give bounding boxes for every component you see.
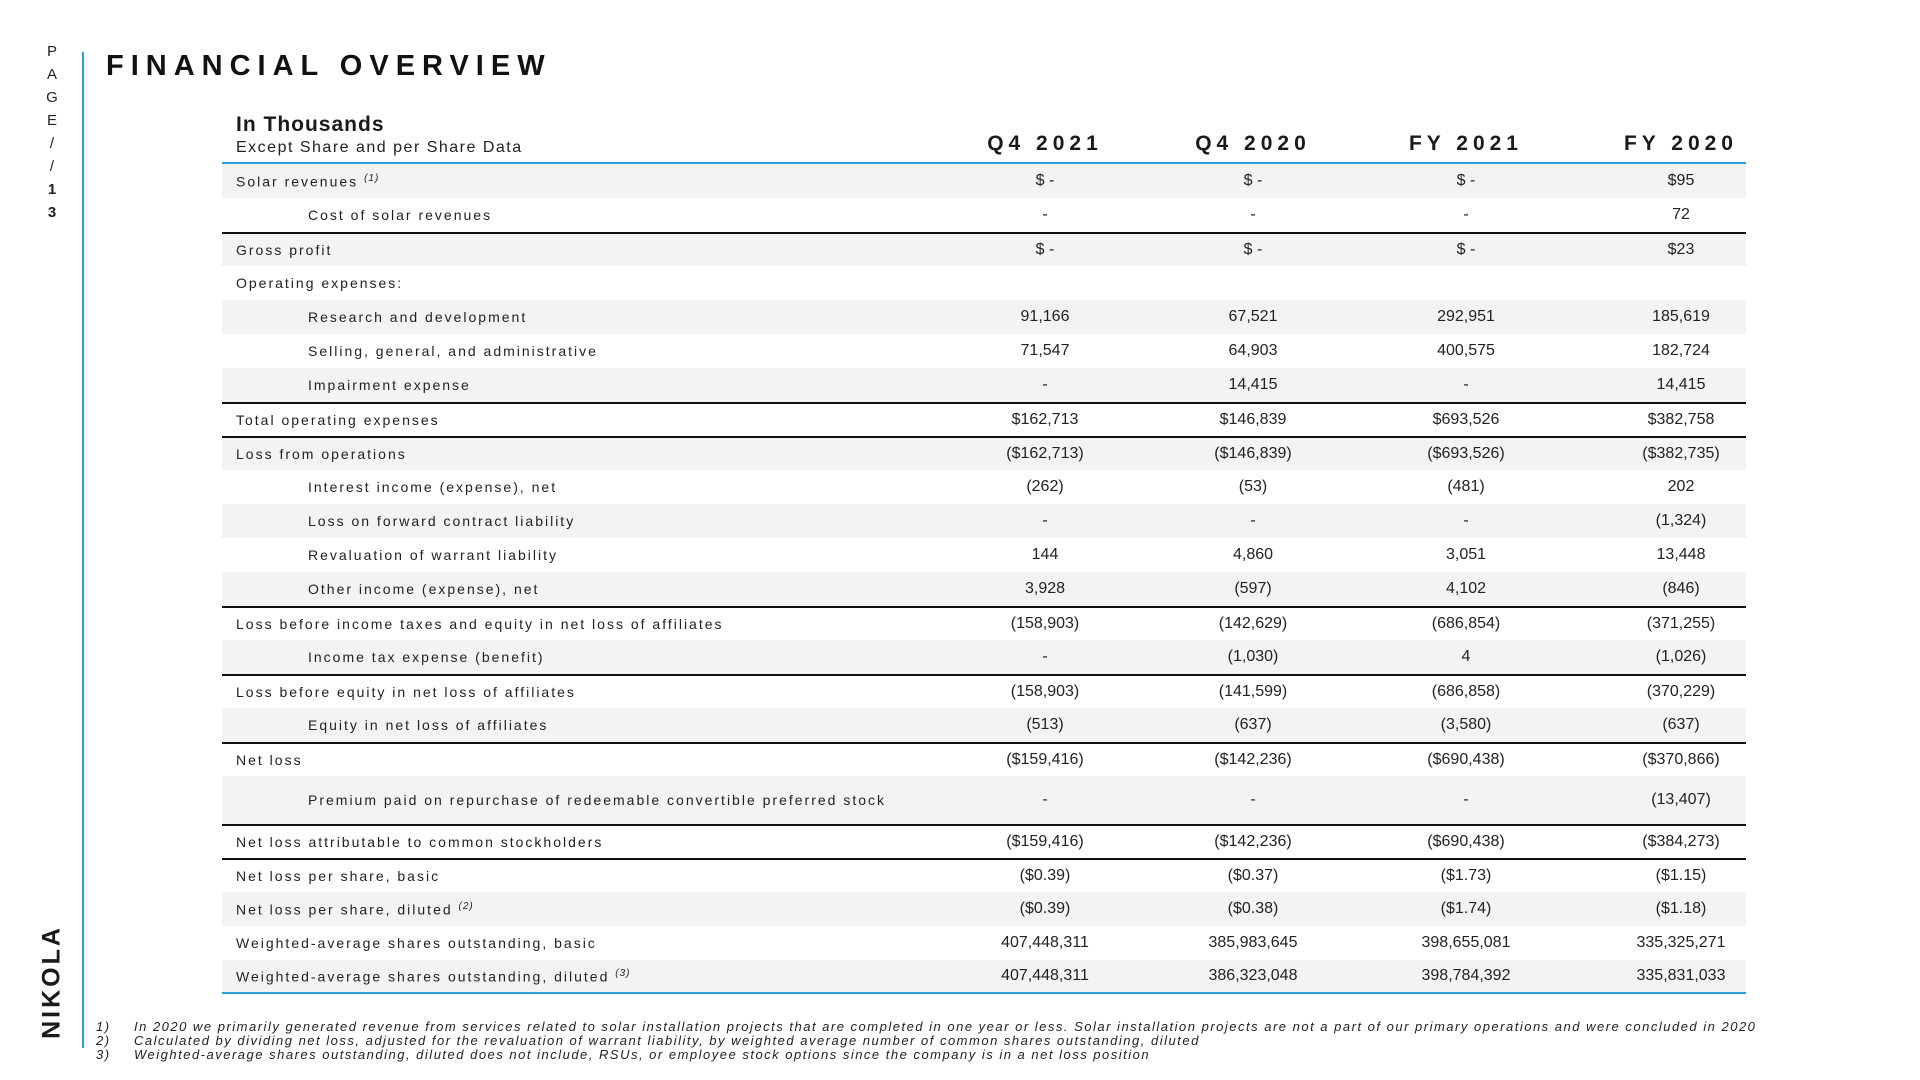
table-row	[222, 436, 1746, 470]
cell: 182,724	[1652, 342, 1710, 359]
footnote-ref: (1)	[364, 172, 380, 184]
footnote-number: 3)	[96, 1047, 111, 1062]
cell: (637)	[1662, 716, 1700, 733]
page-label-char: /	[49, 135, 55, 152]
cell: 67,521	[1228, 308, 1278, 325]
cell: (53)	[1238, 478, 1268, 495]
row-label: Operating expenses:	[236, 275, 404, 291]
footnote	[96, 1048, 1756, 1062]
cell: -	[1250, 206, 1256, 223]
row-label: Research and development	[308, 309, 528, 325]
cell: ($382,735)	[1642, 445, 1720, 462]
cell: $ -	[1456, 241, 1476, 258]
cell: (3,580)	[1440, 716, 1492, 733]
cell: ($159,416)	[1006, 751, 1084, 768]
cell: 144	[1031, 546, 1059, 563]
cell: ($370,866)	[1642, 751, 1720, 768]
row-label-text: Solar revenues	[236, 173, 359, 190]
cell: (158,903)	[1010, 683, 1080, 700]
cell: -	[1250, 791, 1256, 808]
cell: 91,166	[1020, 308, 1070, 325]
cell: ($690,438)	[1427, 833, 1505, 850]
row-label	[222, 901, 941, 918]
cell: ($142,236)	[1214, 833, 1292, 850]
cell: (637)	[1234, 716, 1272, 733]
page-label-char: 1	[47, 181, 57, 198]
cell: 64,903	[1228, 342, 1278, 359]
cell: (262)	[1026, 478, 1064, 495]
cell: 14,415	[1228, 376, 1278, 393]
table-row	[222, 368, 1746, 402]
footnote	[96, 1020, 1756, 1034]
cell: (686,854)	[1431, 615, 1501, 632]
cell: $693,526	[1432, 411, 1500, 428]
cell: 400,575	[1437, 342, 1495, 359]
page-title: FINANCIAL OVERVIEW	[106, 50, 552, 82]
table-row	[222, 892, 1746, 926]
page-label-char: A	[46, 66, 57, 83]
row-label: Gross profit	[236, 242, 333, 258]
nikola-logo	[37, 924, 66, 1040]
cell: ($146,839)	[1214, 445, 1292, 462]
cell: (846)	[1662, 580, 1700, 597]
footnote-ref: (3)	[615, 967, 631, 979]
cell: ($159,416)	[1006, 833, 1084, 850]
cell: ($690,438)	[1427, 751, 1505, 768]
cell: 4,860	[1232, 546, 1274, 563]
cell: 202	[1667, 478, 1695, 495]
logo-text: NIKOLA	[37, 925, 66, 1039]
cell: ($0.39)	[1019, 867, 1071, 884]
cell: -	[1042, 206, 1048, 223]
cell: 13,448	[1656, 546, 1706, 563]
cell: $ -	[1243, 172, 1263, 189]
cell: (141,599)	[1218, 683, 1288, 700]
cell: (371,255)	[1646, 615, 1716, 632]
cell: (13,407)	[1651, 791, 1711, 808]
footnote-number: 2)	[96, 1033, 111, 1048]
table-row	[222, 538, 1746, 572]
row-label	[222, 968, 941, 985]
table-row	[222, 926, 1746, 960]
cell: ($1.18)	[1655, 900, 1707, 917]
cell: 3,928	[1024, 580, 1066, 597]
row-label: Revaluation of warrant liability	[308, 547, 558, 563]
cell: (158,903)	[1010, 615, 1080, 632]
row-label: Net loss	[236, 752, 303, 768]
table-row	[222, 824, 1746, 858]
row-label-text: Weighted-average shares outstanding, diluted	[236, 968, 610, 985]
table-row	[222, 742, 1746, 776]
table-row	[222, 402, 1746, 436]
cell: 407,448,311	[1001, 934, 1089, 951]
cell: $95	[1667, 172, 1695, 189]
row-label: Selling, general, and administrative	[308, 343, 598, 359]
row-label: Loss from operations	[236, 446, 407, 462]
cell: ($1.73)	[1440, 867, 1492, 884]
cell: (513)	[1026, 716, 1064, 733]
cell: (1,324)	[1655, 512, 1707, 529]
table-row	[222, 674, 1746, 708]
row-label: Total operating expenses	[236, 412, 440, 428]
table-row	[222, 640, 1746, 674]
financial-table	[222, 112, 1746, 994]
row-label: Net loss per share, basic	[236, 868, 441, 884]
column-header-q4-2021: Q4 2021	[987, 132, 1103, 155]
cell: $162,713	[1011, 411, 1079, 428]
cell: ($0.38)	[1227, 900, 1279, 917]
table-row	[222, 334, 1746, 368]
table-row	[222, 504, 1746, 538]
cell: ($384,273)	[1642, 833, 1720, 850]
cell: 398,784,392	[1421, 967, 1511, 984]
header-sub: Except Share and per Share Data	[236, 139, 523, 156]
cell: $23	[1667, 241, 1695, 258]
row-label: Loss on forward contract liability	[308, 513, 576, 529]
page-label-char: E	[46, 112, 57, 129]
cell: 385,983,645	[1208, 934, 1298, 951]
cell: ($0.39)	[1019, 900, 1071, 917]
cell: ($0.37)	[1227, 867, 1279, 884]
cell: 335,325,271	[1636, 934, 1726, 951]
row-label: Net loss attributable to common stockholders	[236, 834, 604, 850]
table-header	[222, 112, 1746, 164]
row-label: Premium paid on repurchase of redeemable convertible preferred stock	[308, 791, 887, 808]
cell: 4,102	[1445, 580, 1487, 597]
row-label: Income tax expense (benefit)	[308, 649, 545, 665]
cell: ($1.15)	[1655, 867, 1707, 884]
cell: -	[1463, 791, 1469, 808]
cell: 14,415	[1656, 376, 1706, 393]
footnote-text: Weighted-average shares outstanding, diluted does not include, RSUs, or employee stock options since the company is in a net loss position	[134, 1047, 1151, 1062]
cell: 72	[1672, 206, 1690, 223]
footnote-text: Calculated by dividing net loss, adjusted for the revaluation of warrant liability, by weighted average number of common shares outstanding, diluted	[134, 1033, 1200, 1048]
cell: $ -	[1243, 241, 1263, 258]
footnotes	[96, 1020, 1756, 1062]
page-label-char: P	[46, 43, 57, 60]
table-row	[222, 858, 1746, 892]
table-row	[222, 708, 1746, 742]
cell: -	[1042, 648, 1048, 665]
cell: (481)	[1447, 478, 1485, 495]
column-header-fy-2021: FY 2021	[1408, 132, 1523, 155]
cell: 71,547	[1020, 342, 1070, 359]
cell: (597)	[1234, 580, 1272, 597]
footnote-ref: (2)	[458, 900, 474, 912]
row-label: Weighted-average shares outstanding, basic	[236, 935, 597, 951]
row-label: Loss before equity in net loss of affiliates	[236, 684, 576, 700]
table-row	[222, 572, 1746, 606]
cell: ($162,713)	[1006, 445, 1084, 462]
cell: $382,758	[1647, 411, 1715, 428]
cell: 335,831,033	[1636, 967, 1726, 984]
row-label: Equity in net loss of affiliates	[308, 717, 549, 733]
table-header-label	[222, 113, 941, 162]
table-row	[222, 300, 1746, 334]
cell: (370,229)	[1646, 683, 1716, 700]
cell: $ -	[1456, 172, 1476, 189]
table-row	[222, 606, 1746, 640]
cell: -	[1250, 512, 1256, 529]
footnote	[96, 1034, 1756, 1048]
cell: -	[1042, 512, 1048, 529]
cell: ($142,236)	[1214, 751, 1292, 768]
table-row	[222, 164, 1746, 198]
table-row	[222, 266, 1746, 300]
header-main: In Thousands	[236, 113, 385, 136]
cell: (1,026)	[1655, 648, 1707, 665]
cell: -	[1463, 512, 1469, 529]
table-row	[222, 776, 1746, 824]
page-label-char: 3	[47, 204, 57, 221]
cell: 386,323,048	[1208, 967, 1298, 984]
row-label: Loss before income taxes and equity in net loss of affiliates	[236, 616, 724, 632]
page-label-char: /	[49, 158, 55, 175]
cell: $ -	[1035, 172, 1055, 189]
cell: (142,629)	[1218, 615, 1288, 632]
cell: ($693,526)	[1427, 445, 1505, 462]
table-row	[222, 232, 1746, 266]
row-label: Cost of solar revenues	[308, 207, 493, 223]
table-row	[222, 960, 1746, 994]
vertical-divider	[82, 52, 84, 1048]
cell: -	[1463, 206, 1469, 223]
row-label: Impairment expense	[308, 377, 471, 393]
footnote-text: In 2020 we primarily generated revenue from services related to solar installation projects that are completed in one year or less. Solar installation projects are not a part of our primary operations and were concluded in 2020	[134, 1019, 1757, 1034]
page-number-label	[40, 44, 64, 228]
row-label: Interest income (expense), net	[308, 479, 558, 495]
cell: 3,051	[1445, 546, 1487, 563]
cell: $146,839	[1219, 411, 1287, 428]
column-header-fy-2020: FY 2020	[1623, 132, 1738, 155]
page-label-char: G	[46, 89, 58, 106]
column-header-q4-2020: Q4 2020	[1195, 132, 1311, 155]
cell: -	[1042, 376, 1048, 393]
cell: -	[1042, 791, 1048, 808]
table-row	[222, 198, 1746, 232]
cell: 407,448,311	[1001, 967, 1089, 984]
row-label: Other income (expense), net	[308, 581, 540, 597]
cell: ($1.74)	[1440, 900, 1492, 917]
cell: 185,619	[1652, 308, 1710, 325]
cell: (686,858)	[1431, 683, 1501, 700]
cell: (1,030)	[1227, 648, 1279, 665]
cell: -	[1463, 376, 1469, 393]
cell: $ -	[1035, 241, 1055, 258]
cell: 292,951	[1437, 308, 1495, 325]
cell: 398,655,081	[1421, 934, 1511, 951]
footnote-number: 1)	[96, 1019, 111, 1034]
row-label-text: Net loss per share, diluted	[236, 901, 453, 918]
table-row	[222, 470, 1746, 504]
row-label	[222, 173, 941, 190]
cell: 4	[1461, 648, 1471, 665]
